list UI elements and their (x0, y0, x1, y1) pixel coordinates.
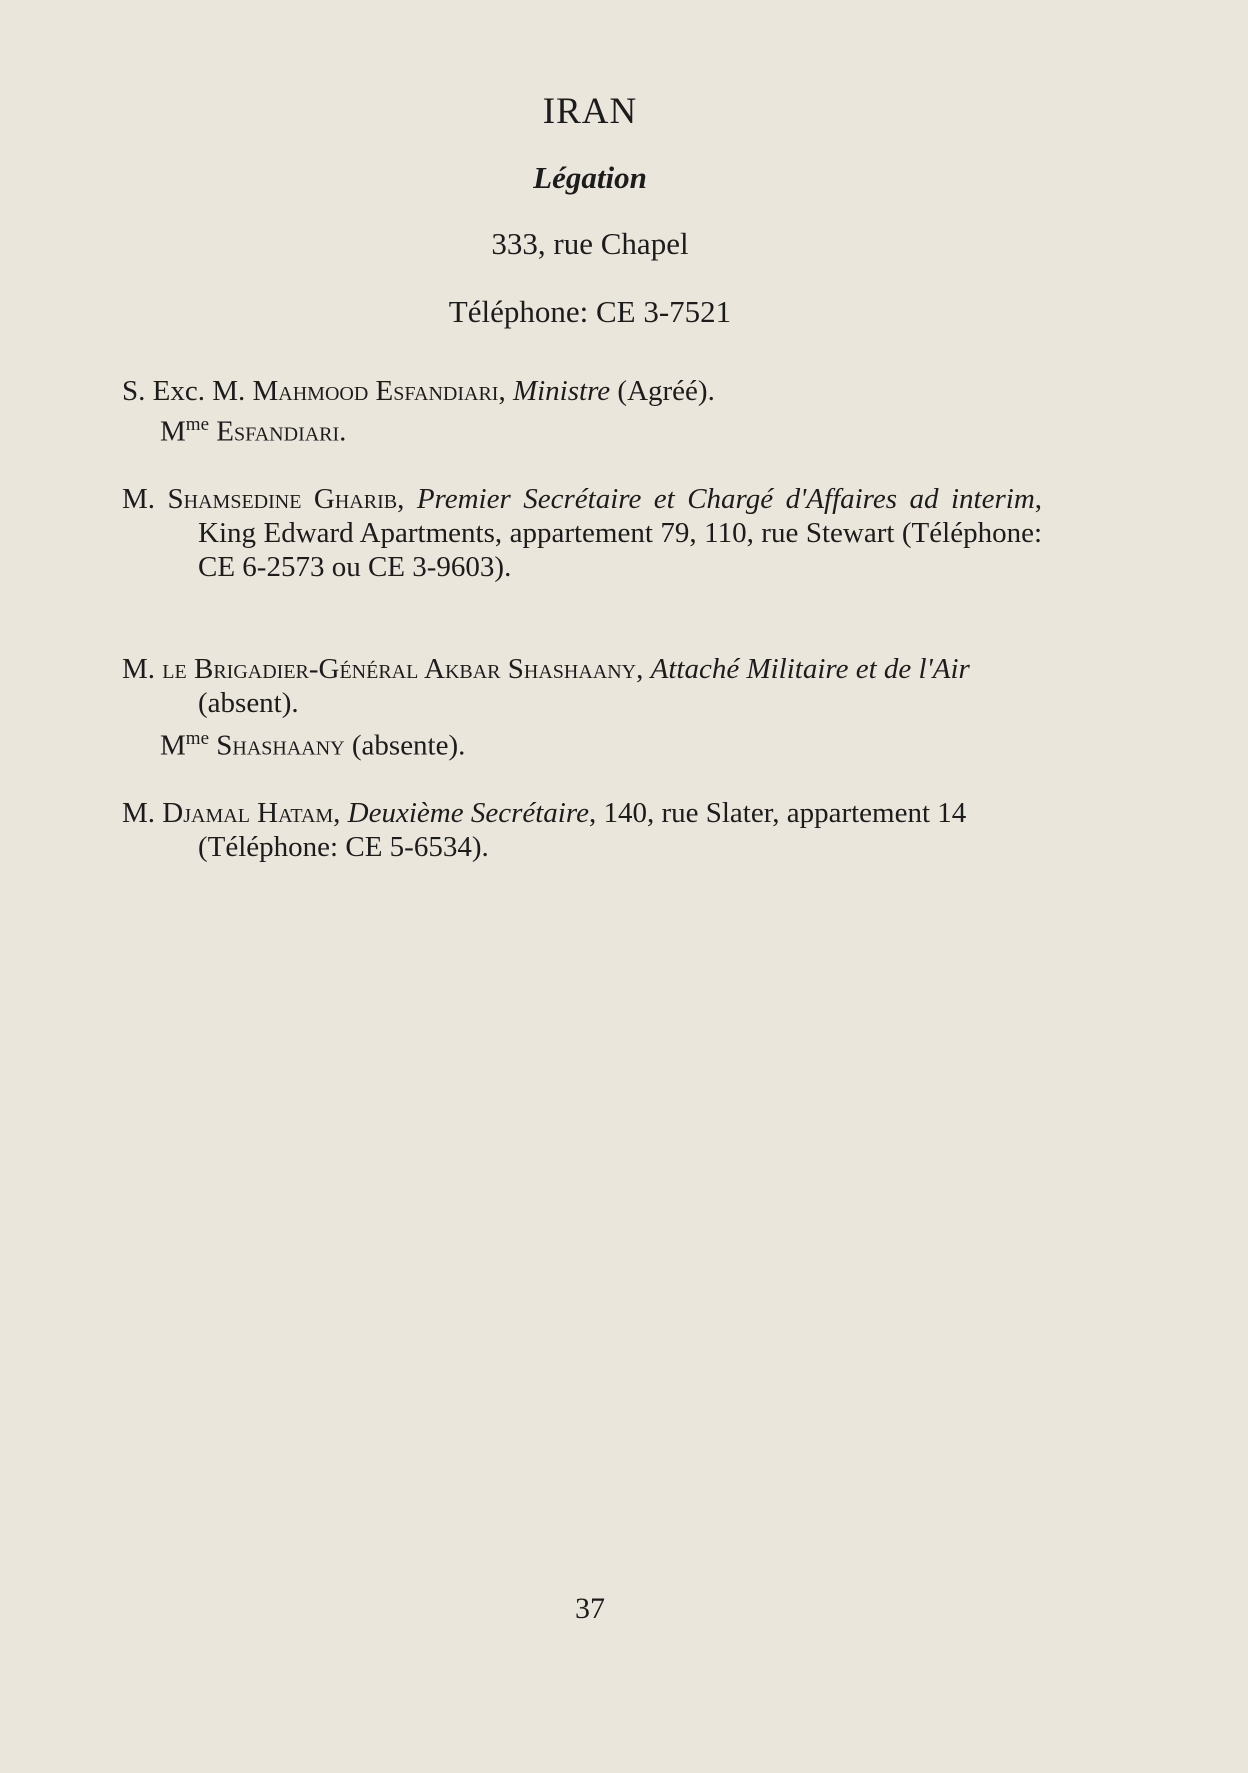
entry-prefix: M. (122, 797, 156, 829)
entry-name: Mahmood Esfandiari (252, 375, 499, 407)
entry-rest: (Agréé). (610, 375, 715, 407)
entry-rest: (absent). (198, 687, 299, 719)
entry-minister: S. Exc. M. Mahmood Esfandiari, Ministre (Agréé). (122, 375, 715, 407)
entry-second-secretary: M. Djamal Hatam, Deuxième Secrétaire, 140, rue Slater, appartement 14 (Téléphone: CE 5-6534). (122, 797, 967, 863)
entry-name: Shamsedine Gharib (167, 483, 398, 515)
entry-title: Attaché Militaire et de l'Air (650, 653, 970, 685)
spouse-sup: me (185, 414, 210, 435)
entry-title: Ministre (512, 375, 611, 407)
entry-rest: , King Edward Apartments, appartement 79, 110, rue Stewart (Téléphone: CE 6-2573 ou CE 3-9603). (198, 483, 1043, 583)
spouse-sup: me (185, 728, 210, 749)
spouse-prefix: M (160, 415, 186, 448)
entry-name: le Brigadier-Général Akbar Shashaany (162, 653, 637, 685)
entry-title: Premier Secrétaire et Chargé d'Affaires ad interim (416, 483, 1035, 515)
spouse-rest: (absente). (344, 729, 466, 762)
spouse-prefix: M (160, 729, 186, 762)
entry-spouse-shashaany (160, 728, 465, 763)
legation-phone: Téléphone: CE 3-7521 (448, 294, 732, 329)
page-number: 37 (575, 1592, 605, 1625)
entry-name: Djamal Hatam (162, 797, 334, 829)
entry-title: Deuxième Secrétaire (347, 797, 589, 829)
entry-spouse-esfandiari (160, 414, 346, 449)
entry-military-attache: M. le Brigadier-Général Akbar Shashaany, Attaché Militaire et de l'Air (absent). (122, 653, 970, 719)
spouse-name: Shashaany (216, 729, 345, 762)
country-heading: IRAN (542, 91, 638, 132)
legation-address: 333, rue Chapel (491, 226, 689, 261)
entry-first-secretary: M. Shamsedine Gharib, Premier Secrétaire et Chargé d'Affaires ad interim, King Edward Apartments, appartement 79, 110, rue Stewart (Téléphone: CE 6-2573 ou CE 3-9603). (122, 483, 1043, 583)
entry-prefix: M. (122, 483, 156, 515)
entry-rest: , 140, rue Slater, appartement 14 (Téléphone: CE 5-6534). (198, 797, 967, 863)
legation-subtitle: Légation (533, 160, 647, 195)
entry-prefix: S. Exc. M. (122, 375, 246, 407)
entry-prefix: M. (122, 653, 156, 685)
spouse-name: Esfandiari. (216, 415, 347, 448)
